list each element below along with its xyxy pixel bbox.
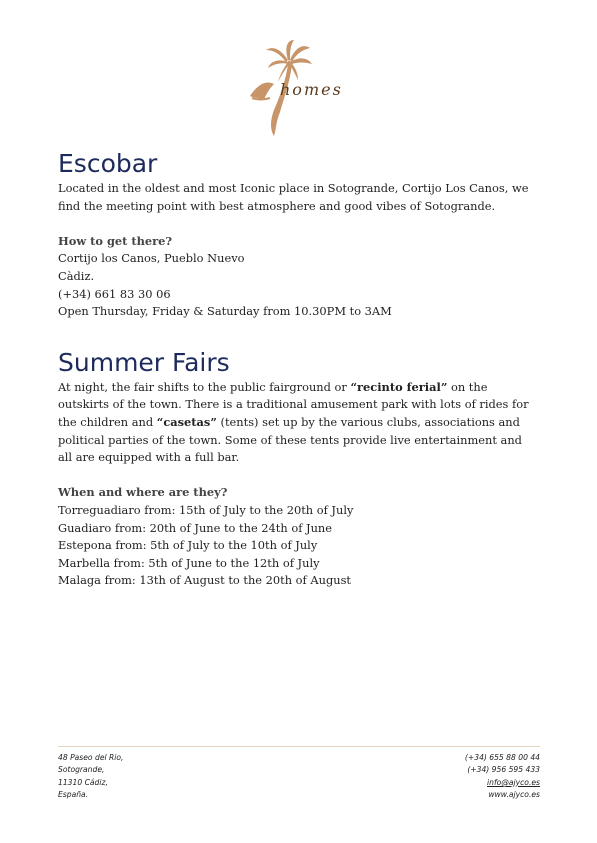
footer-address-line: 11310 Cádiz, <box>58 777 108 787</box>
footer-address-line: Sotogrande, <box>58 765 105 775</box>
fair-date-item: Torreguadiaro from: 15th of July to the 20th of July <box>58 502 354 517</box>
footer-email-link[interactable]: info@ajyco.es <box>487 777 540 787</box>
footer-contact <box>465 752 540 802</box>
footer-phone-2: (+34) 956 595 433 <box>467 765 540 775</box>
recinto-ferial-term: “recinto ferial” <box>350 379 448 394</box>
escobar-title: Escobar <box>58 149 158 178</box>
footer-address <box>58 752 123 802</box>
casetas-term: “casetas” <box>156 414 217 429</box>
escobar-hours: Open Thursday, Friday & Saturday from 10.30PM to 3AM <box>58 304 392 319</box>
fair-date-item: Malaga from: 13th of August to the 20th of August <box>58 573 351 588</box>
main-content <box>58 148 538 590</box>
fair-date-item: Estepona from: 5th of July to the 10th of July <box>58 538 318 553</box>
footer-web-link[interactable]: www.ajyco.es <box>488 790 540 800</box>
how-to-get-there-heading: How to get there? <box>58 233 173 248</box>
footer-address-line: España. <box>58 790 89 800</box>
summer-fairs-intro: At night, the fair shifts to the public fairground or “recinto ferial” on the outskirts of the town. There is a traditional amusement park with lots of rides for the children and “casetas” (tents) set up by the various clubs, associations and political parties of the town. Some of these tents provide live entertainment and all are equipped with a full bar. <box>58 379 529 465</box>
escobar-address-line1: Cortijo los Canos, Pueblo Nuevo <box>58 251 245 266</box>
summer-fairs-title: Summer Fairs <box>58 347 230 377</box>
escobar-address-line2: Càdiz. <box>58 268 95 283</box>
fair-date-item: Marbella from: 5th of June to the 12th of July <box>58 555 320 570</box>
footer-address-line: 48 Paseo del Rio, <box>58 753 124 762</box>
when-where-heading: When and where are they? <box>58 485 228 500</box>
escobar-description: Located in the oldest and most Iconic place in Sotogrande, Cortijo Los Canos, we find the meeting point with best atmosphere and good vibes of Sotogrande. <box>58 181 529 213</box>
logo-wordmark: homes <box>280 80 343 99</box>
fair-date-item: Guadiaro from: 20th of June to the 24th of June <box>58 520 333 535</box>
footer-phone-1: (+34) 655 88 00 44 <box>464 753 540 762</box>
footer-divider <box>58 746 540 747</box>
escobar-phone: (+34) 661 83 30 06 <box>58 286 171 301</box>
